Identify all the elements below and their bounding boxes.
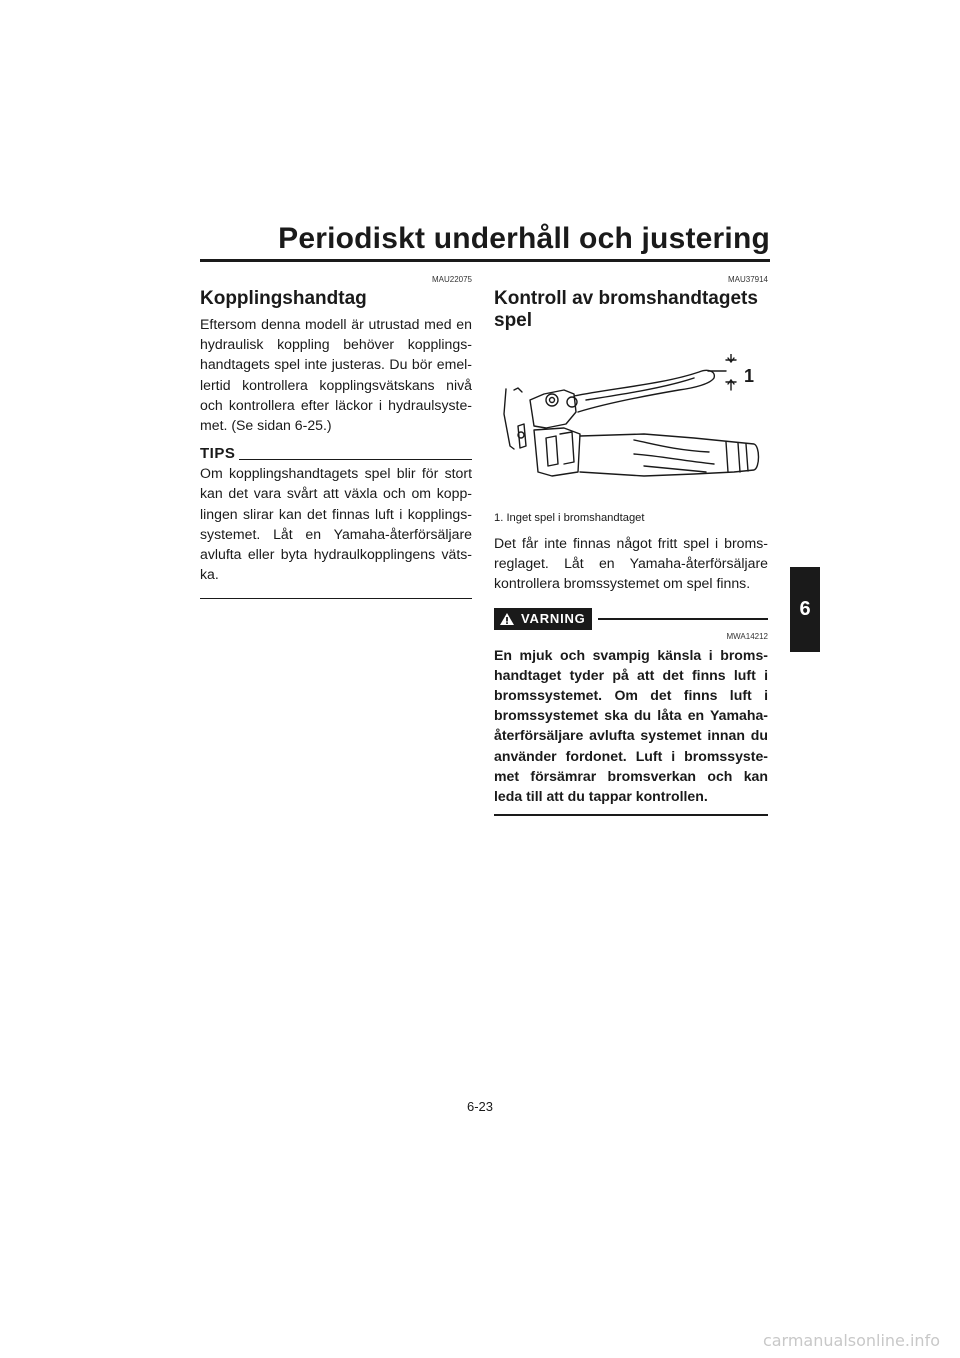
warning-badge: [494, 608, 592, 630]
header-rule: [200, 259, 770, 262]
warning-rule: [598, 618, 768, 620]
chapter-tab-number: 6: [799, 598, 811, 620]
brake-lever-illustration: [494, 354, 768, 504]
section-code: MAU22075: [431, 275, 472, 284]
section-title-clutch-lever: Kopplingshandtag: [200, 288, 367, 309]
right-column: [494, 274, 768, 816]
warning-header: [494, 608, 768, 630]
tips-label: TIPS: [200, 445, 236, 463]
tips-rule: [239, 459, 472, 460]
figure-callout-1: 1: [744, 366, 755, 386]
brake-lever-figure: [494, 354, 768, 504]
page-title: Periodiskt underhåll och justering: [278, 222, 770, 255]
tips-text: Om kopplingshandtagets spel blir för stort kan det vara svårt att växla och om kopplingen slirar kan det finnas luft i kopplingssystemet. Låt en Yamaha-återförsäljare avlufta eller byta hydraulkopplingens vätska.: [200, 465, 472, 583]
chapter-tab: [790, 567, 820, 652]
section-code: MAU37914: [727, 275, 768, 284]
warning-end-rule: [494, 814, 768, 816]
warning-triangle-icon: [499, 612, 515, 626]
page-number: 6-23: [466, 1099, 494, 1114]
watermark: carmanualsonline.info: [762, 1331, 940, 1350]
tips-end-rule: [200, 598, 472, 599]
figure-caption: 1. Inget spel i bromshandtaget: [494, 512, 645, 524]
warning-code: MWA14212: [726, 631, 768, 641]
tips-header: [200, 445, 472, 463]
warning-text: En mjuk och svampig känsla i bromshandtaget tyder på att det finns luft i bromssystemet. Om det finns luft i bromssystemet ska du låta en Yamaha-återförsäljare avlufta systemet innan du använder fordonet. Luft i bromssystemet försämrar bromsverkan och kan leda till att du tappar kontrollen.: [494, 646, 768, 805]
section-title-brake-lever-play: Kontroll av bromshandtagets spel: [494, 288, 758, 331]
clutch-lever-body: Eftersom denna modell är utrustad med en hydraulisk koppling behöver kopplingshandtagets spel inte justeras. Du bör emellertid kontrollera kopplingsvätskans nivå och kontrollera efter läckor i hydraulsystemet. (Se sidan 6-25.): [200, 316, 472, 434]
brake-lever-body: Det får inte finnas något fritt spel i bromsreglaget. Låt en Yamaha-återförsäljare kontrollera bromssystemet om spel finns.: [494, 535, 768, 592]
warning-label: VARNING: [521, 611, 586, 627]
left-column: [200, 274, 472, 599]
